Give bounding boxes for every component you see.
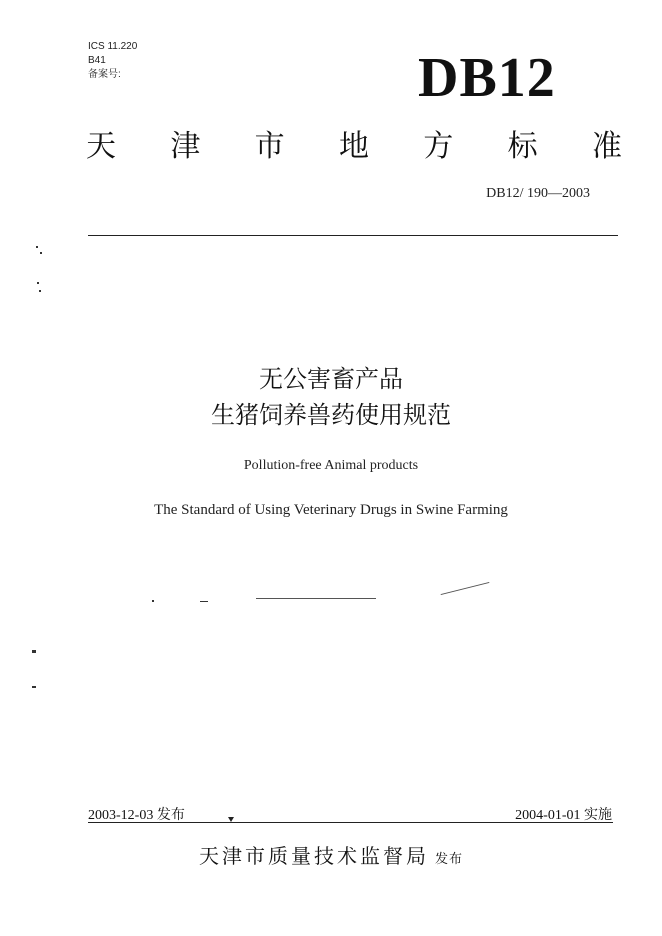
effective-date: 2004-01-01 实施	[515, 808, 612, 823]
chinese-title-line-2: 生猪饲养兽药使用规范	[211, 401, 451, 429]
english-title-line-1: Pollution-free Animal products	[243, 458, 419, 473]
standard-type-title	[86, 130, 622, 164]
chinese-title-line-1: 无公害畜产品	[259, 365, 403, 393]
english-title-line-2: The Standard of Using Veterinary Drugs in Swine Farming	[154, 502, 508, 518]
scan-speck	[39, 290, 41, 292]
scan-speck	[32, 650, 36, 653]
standard-type-char: 准	[591, 129, 622, 164]
scan-speck	[36, 246, 38, 248]
ics-code: ICS 11.220	[88, 41, 138, 52]
standard-type-char: 天	[86, 129, 116, 164]
scan-streak	[256, 598, 376, 599]
standard-number: DB12/ 190—2003	[486, 186, 590, 201]
issue-date: 2003-12-03 发布	[88, 808, 185, 823]
standard-type-char: 标	[507, 129, 538, 164]
scan-speck	[40, 252, 42, 254]
category-code: B41	[88, 55, 106, 66]
issuing-authority	[0, 843, 662, 873]
document-meta	[88, 40, 137, 82]
issuer-suffix: 发布	[434, 852, 463, 867]
scan-streak	[441, 582, 490, 595]
standard-logo: DB12	[418, 47, 556, 109]
bottom-divider	[88, 822, 613, 823]
standard-type-char: 方	[423, 129, 454, 164]
standard-type-char: 地	[338, 129, 369, 164]
standard-type-char: 市	[254, 129, 285, 164]
top-divider	[88, 235, 618, 236]
scan-speck	[152, 600, 154, 602]
standard-type-char: 津	[170, 129, 201, 164]
scan-speck	[200, 601, 208, 602]
record-number-label: 备案号:	[88, 69, 121, 80]
issuer-name: 天津市质量技术监督局	[198, 844, 429, 868]
scan-speck	[32, 686, 36, 688]
scan-speck	[37, 282, 39, 284]
